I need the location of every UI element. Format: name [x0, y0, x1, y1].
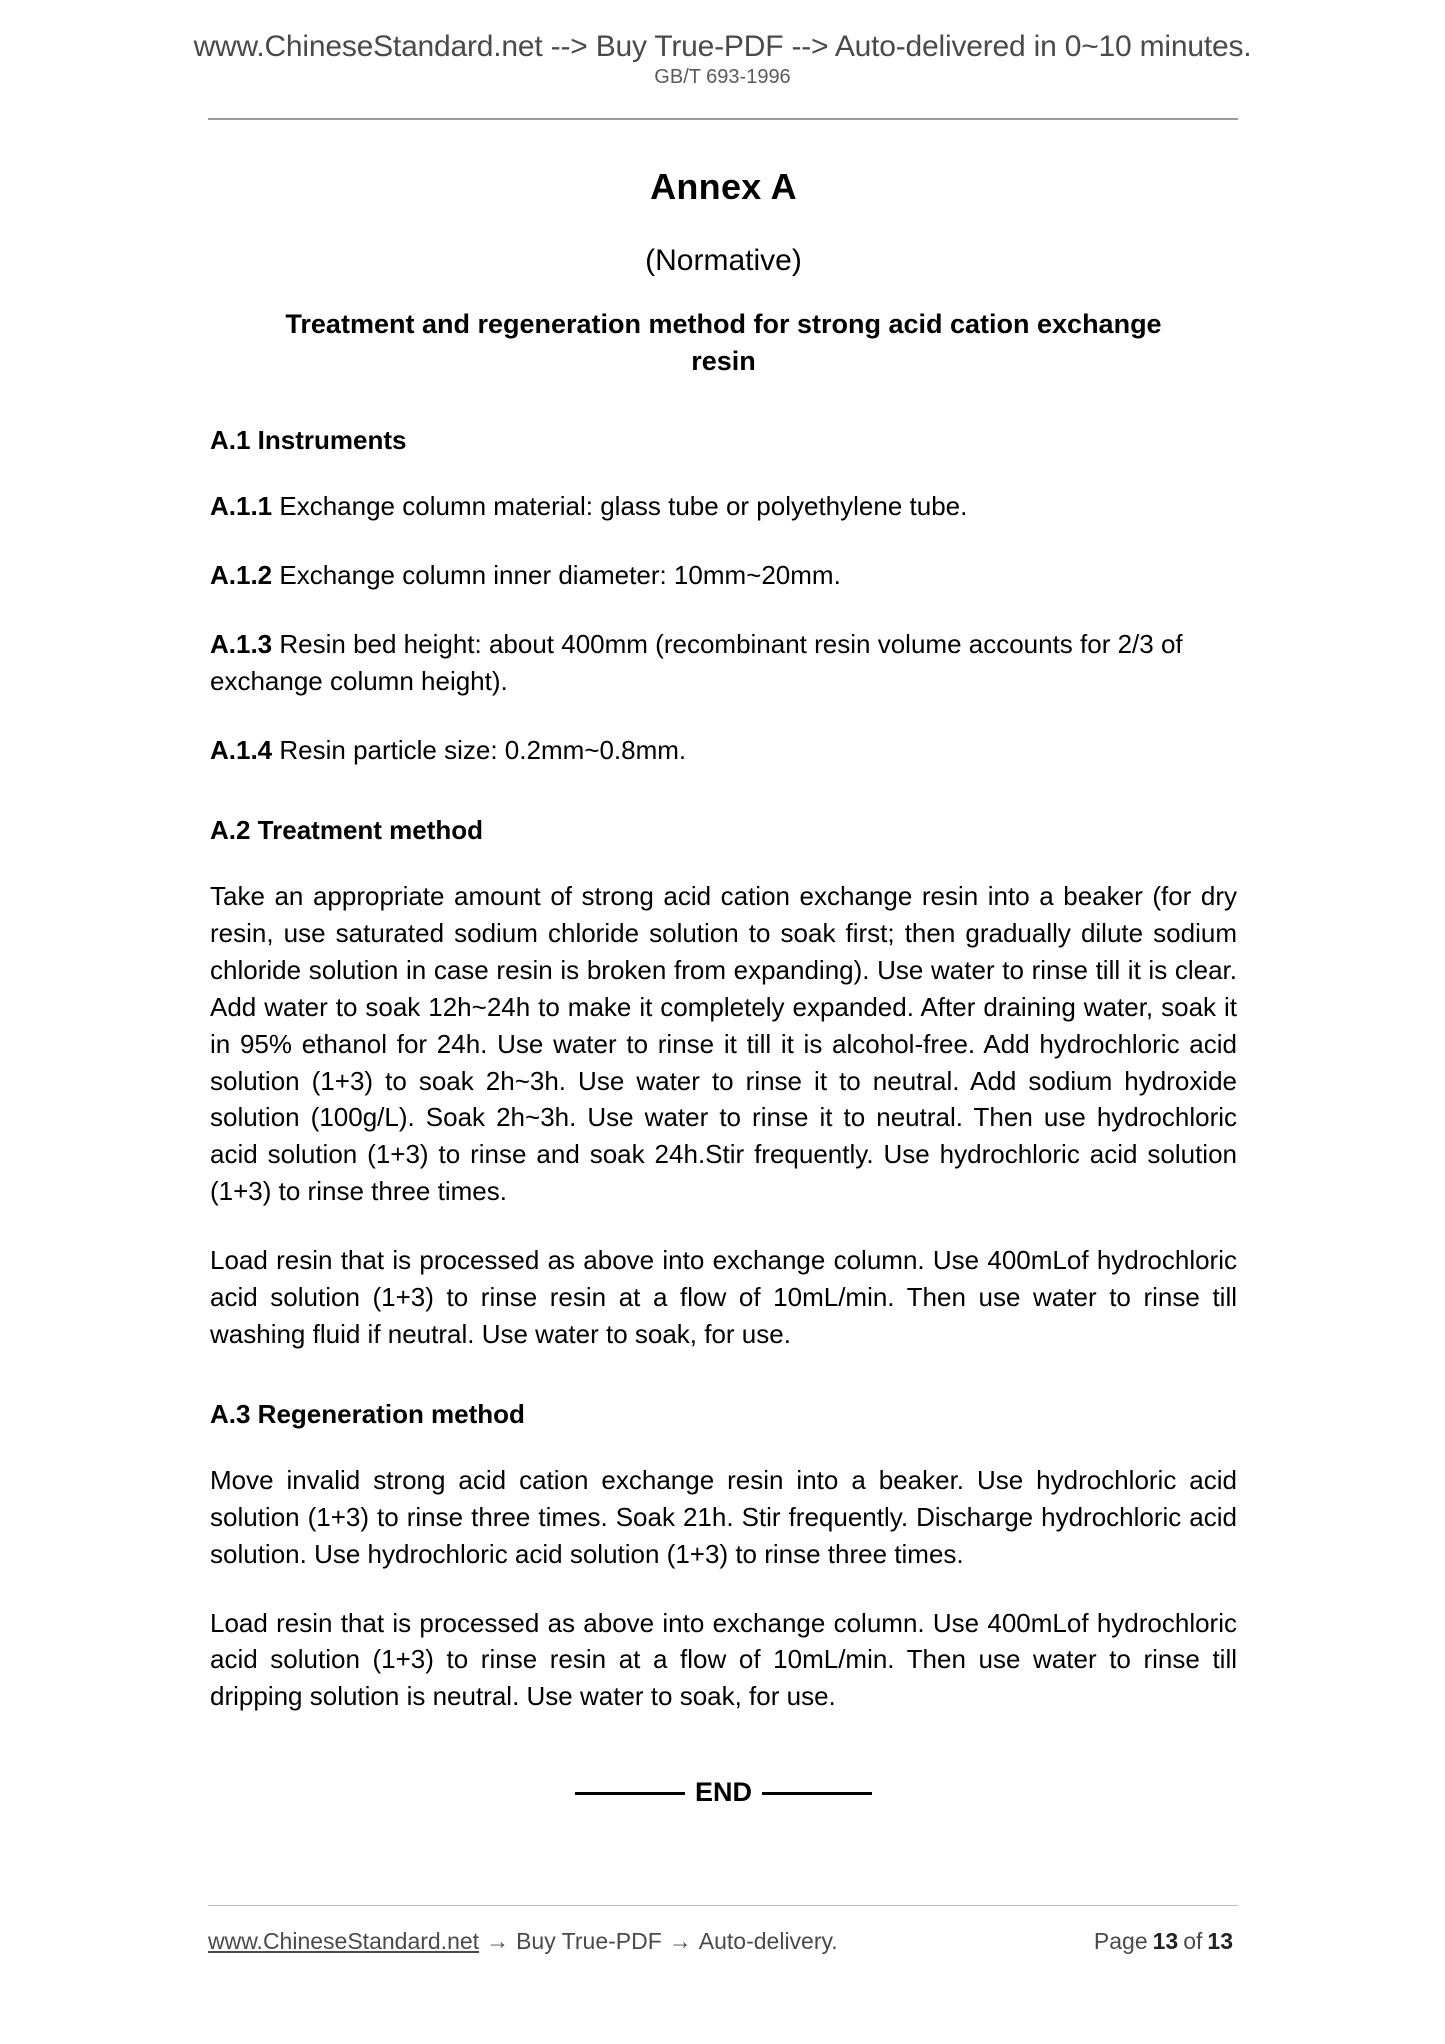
annex-subtitle: Treatment and regeneration method for strong acid cation exchange resin: [285, 309, 1162, 376]
clause-a1-3: [210, 626, 1237, 700]
page-of-label: of: [1183, 1928, 1203, 1954]
footer-promo: [208, 1928, 838, 1955]
page-label: Page: [1093, 1928, 1148, 1954]
end-rule-right: [762, 1792, 872, 1795]
clause-text-a1-2: Exchange column inner diameter: 10mm~20mm.: [272, 560, 841, 591]
clause-number-a1-3: A.1.3: [210, 629, 273, 660]
paragraph-a3-2: Load resin that is processed as above into exchange column. Use 400mLof hydrochloric acid solution (1+3) to rinse resin at a flow of 10mL/min. Then use water to rinse till dripping solution is neutral. Use water to soak, for use.: [210, 1607, 1237, 1712]
clause-text-a1-4: Resin particle size: 0.2mm~0.8mm.: [272, 735, 687, 766]
footer-buy-text: Buy True-PDF: [516, 1928, 662, 1954]
paragraph-a2-1: Take an appropriate amount of strong acid cation exchange resin into a beaker (for dry resin, use saturated sodium chloride solution to soak first; then gradually dilute sodium chloride solution in case resin is broken from expanding). Use water to rinse till it is clear. Add water to soak 12h~24h to make it completely expanded. After draining water, soak it in 95% ethanol for 24h. Use water to rinse it till it is alcohol-free. Add hydrochloric acid solution (1+3) to soak 2h~3h. Use water to rinse it to neutral. Add sodium hydroxide solution (100g/L). Soak 2h~3h. Use water to rinse it to neutral. Then use hydrochloric acid solution (1+3) to rinse and soak 24h.Stir frequently. Use hydrochloric acid solution (1+3) to rinse three times.: [210, 880, 1237, 1207]
footer-divider: [208, 1905, 1238, 1906]
annex-normative-label: (Normative): [645, 244, 802, 277]
arrow-right-icon-2: →: [668, 1928, 692, 1954]
end-label: END: [694, 1777, 752, 1808]
end-rule-left: [575, 1792, 685, 1795]
section-heading-a1: A.1 Instruments: [210, 425, 407, 456]
header-watermark: [0, 30, 1445, 89]
footer-url[interactable]: www.ChineseStandard.net: [208, 1928, 480, 1954]
clause-text-a1-3: Resin bed height: about 400mm (recombinant resin volume accounts for 2/3 of exchange column height).: [210, 629, 1183, 697]
page-indicator: [1094, 1928, 1238, 1955]
arrow-right-icon-1: →: [486, 1928, 510, 1954]
section-heading-a2: A.2 Treatment method: [210, 814, 484, 845]
paragraph-a3-1: Move invalid strong acid cation exchange resin into a beaker. Use hydrochloric acid solution (1+3) to rinse three times. Soak 21h. Stir frequently. Discharge hydrochloric acid solution. Use hydrochloric acid solution (1+3) to rinse three times.: [210, 1464, 1237, 1569]
clause-number-a1-1: A.1.1: [210, 491, 273, 522]
page-total: 13: [1207, 1928, 1233, 1954]
annex-title: Annex A: [650, 166, 797, 207]
header-divider: [208, 118, 1238, 120]
clause-a1-2: [210, 557, 1237, 594]
page-number: 13: [1152, 1928, 1179, 1954]
paragraph-a2-2: Load resin that is processed as above into exchange column. Use 400mLof hydrochloric acid solution (1+3) to rinse resin at a flow of 10mL/min. Then use water to rinse till washing fluid if neutral. Use water to soak, for use.: [210, 1245, 1237, 1349]
end-marker: [210, 1777, 1237, 1808]
clause-a1-1: [210, 488, 1237, 525]
clause-number-a1-2: A.1.2: [210, 560, 273, 591]
footer-delivery-text: Auto-delivery.: [698, 1928, 838, 1954]
clause-text-a1-1: Exchange column material: glass tube or polyethylene tube.: [272, 491, 968, 522]
page-footer: [208, 1928, 1238, 1955]
watermark-promo-text: www.ChineseStandard.net --> Buy True-PDF --> Auto-delivered in 0~10 minutes.: [193, 30, 1252, 63]
document-content: [210, 150, 1237, 1808]
section-heading-a3: A.3 Regeneration method: [210, 1398, 525, 1429]
standard-code: GB/T 693-1996: [654, 66, 791, 88]
clause-number-a1-4: A.1.4: [210, 735, 273, 766]
clause-a1-4: [210, 732, 1237, 769]
